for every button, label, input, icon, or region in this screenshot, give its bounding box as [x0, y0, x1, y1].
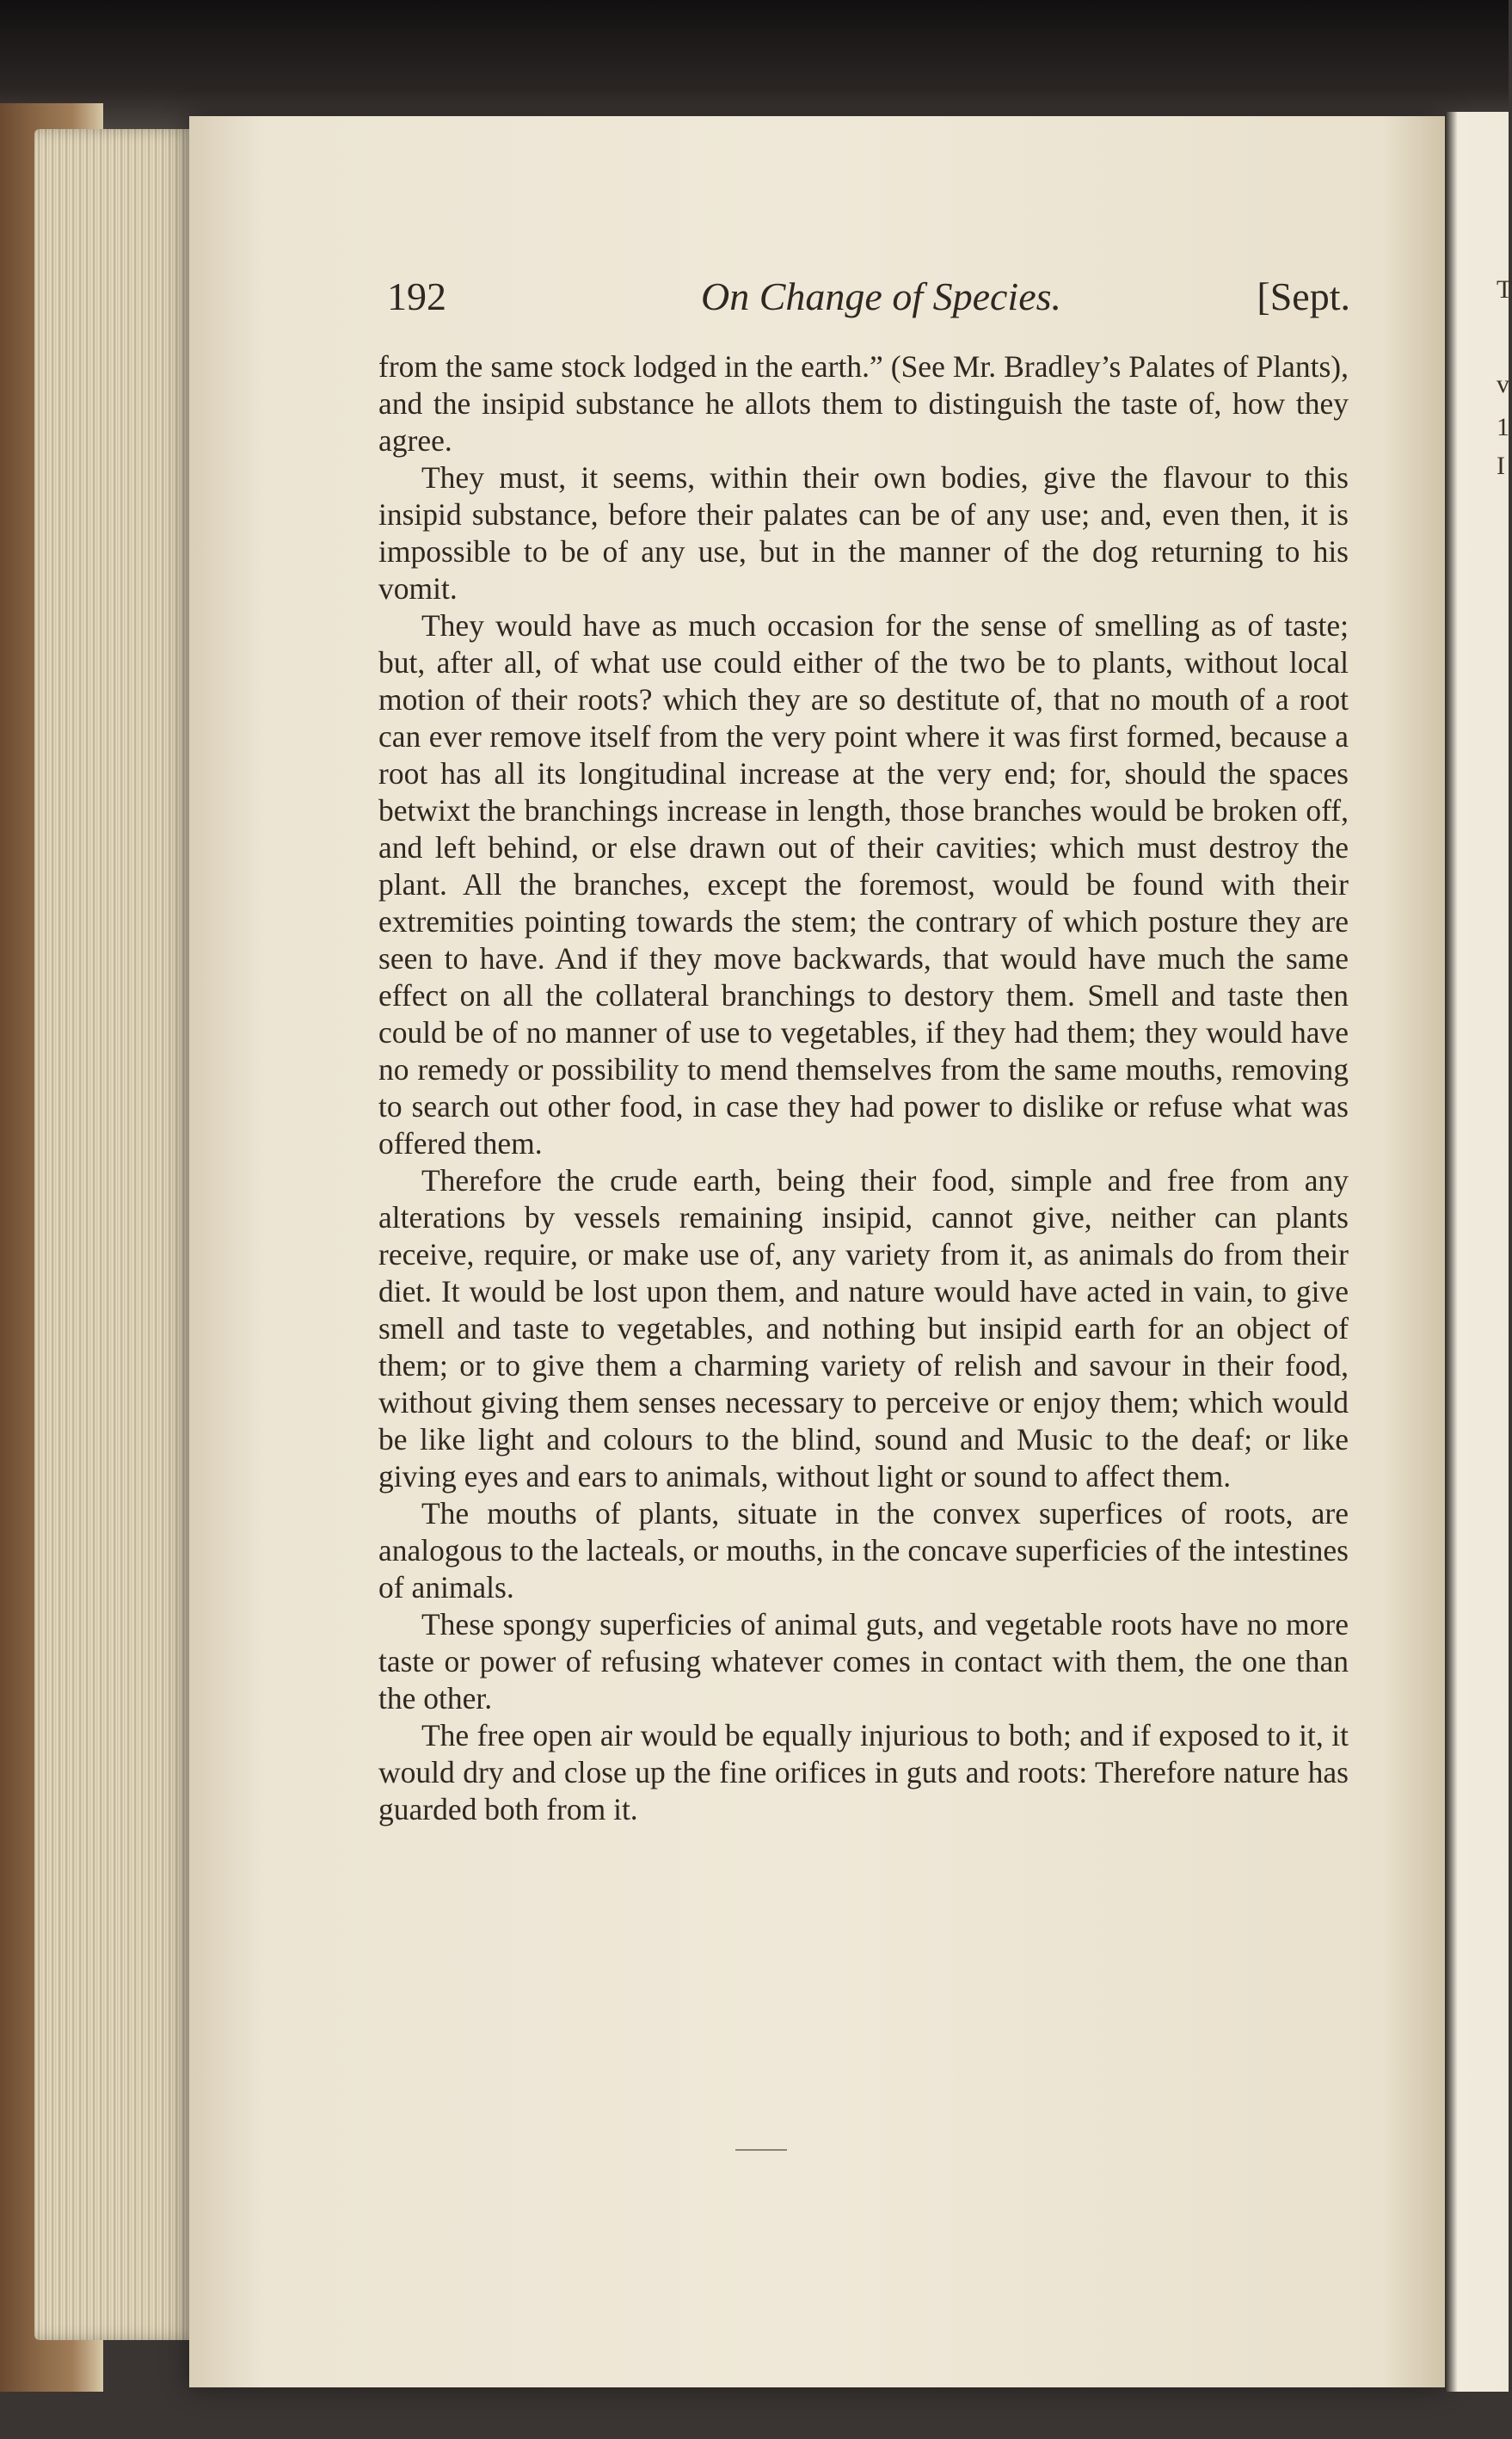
paragraph: They must, it seems, within their own bodies, give the flavour to this insipid substance, before their palates can be of any use; and, even then, it is impossible to be of any use, but in the manner of the dog returning to his vomit.: [378, 460, 1349, 606]
adjacent-fragment: v: [1497, 370, 1509, 398]
adjacent-fragment: I: [1497, 452, 1505, 480]
adjacent-fragment: T: [1497, 275, 1512, 304]
section-divider: [735, 2149, 787, 2151]
running-title: On Change of Species.: [701, 274, 1062, 318]
paragraph: The free open air would be equally injurious to both; and if exposed to it, it would dry and close up the fine orifices in guts and roots: Therefore nature has guarded both from it.: [378, 1718, 1349, 1826]
paragraph: The mouths of plants, situate in the convex superfices of roots, are analogous to the lacteals, or mouths, in the concave superficies of the intestines of animals.: [378, 1496, 1349, 1604]
scan-background: [0, 0, 1509, 129]
page-edges: [34, 129, 198, 2340]
paragraph: They would have as much occasion for the sense of smelling as of taste; but, after all, of what use could either of the two be to plants, without local motion of their roots? which they are so destitute of, that no mouth of a root can ever remove itself from the very point where it was first formed, because a root has all its longitudinal increase at the very end; for, should the spaces betwixt the branchings increase in length, those branches would be broken off, and left behind, or else drawn out of their cavities; which must destroy the plant. All the branches, except the foremost, would be found with their extremities pointing towards the stem; the contrary of which posture they are seen to have. And if they move backwards, that would have much the same effect on all the collateral branchings to destory them. Smell and taste then could be of no manner of use to vegetables, if they had them; they would have no remedy or possibility to mend themselves from the same mouths, removing to search out other food, in case they had power to dislike or refuse what was offered them.: [378, 608, 1349, 1161]
page-number: 192: [387, 274, 446, 318]
paragraph: Therefore the crude earth, being their food, simple and free from any alterations by vessels remaining insipid, cannot give, neither can plants receive, require, or make use of, any variety from it, as animals do from their diet. It would be lost upon them, and nature would have acted in vain, to give smell and taste to vegetables, and nothing but insipid earth for an object of them; or to give them a charming variety of relish and savour in their food, without giving them senses necessary to perceive or enjoy them; which would be like light and colours to the blind, sound and Music to the deaf; or like giving eyes and ears to animals, without light or sound to affect them.: [378, 1163, 1349, 1494]
running-header: [387, 274, 1350, 325]
body-text: [378, 348, 1349, 1828]
adjacent-page-strip: [1445, 112, 1512, 2392]
paragraph: from the same stock lodged in the earth.” (See Mr. Bradley’s Palates of Plants), and the insipid substance he allots them to distinguish the taste of, how they agree.: [378, 349, 1349, 458]
paragraph: These spongy superficies of animal guts, and vegetable roots have no more taste or power of refusing whatever comes in contact with them, the one than the other.: [378, 1607, 1349, 1715]
month-label: [Sept.: [1257, 274, 1350, 318]
adjacent-fragment: 1: [1497, 413, 1509, 441]
